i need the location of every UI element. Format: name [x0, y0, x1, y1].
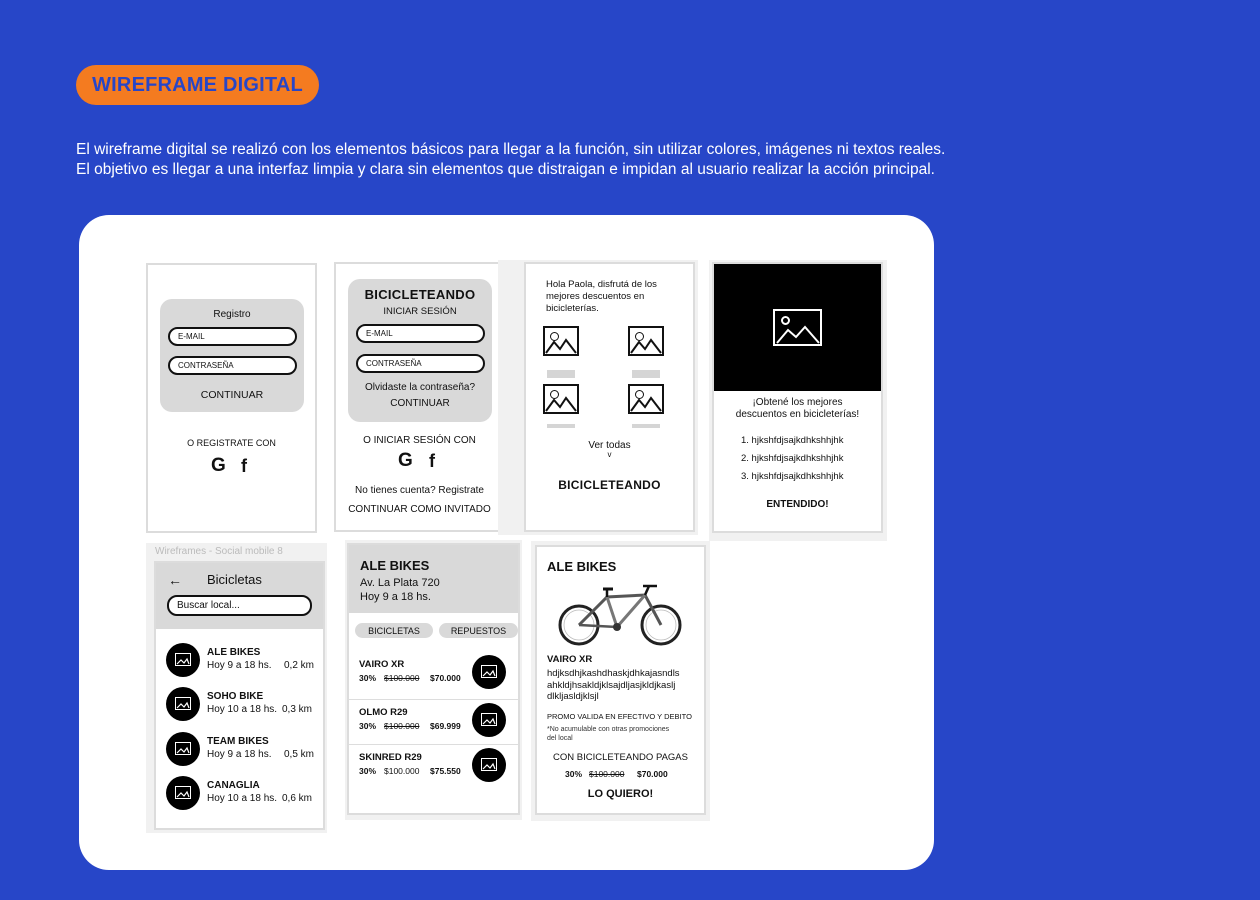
screen-login	[334, 262, 505, 532]
intro-text	[76, 140, 1076, 180]
shop-image-icon	[166, 732, 200, 766]
product-old-price: $100.000	[384, 673, 420, 683]
shop-header	[349, 545, 518, 613]
screen-register	[146, 263, 317, 533]
continue-button[interactable]: CONTINUAR	[200, 389, 264, 401]
screen-shop-detail	[347, 543, 520, 815]
product-row[interactable]	[349, 655, 518, 699]
shop-distance: 0,3 km	[282, 704, 313, 715]
product-row[interactable]	[349, 703, 518, 747]
shop-hours: Hoy 9 a 18 hs.	[207, 749, 272, 760]
old-price: $100.000	[589, 769, 625, 779]
description-line: ahkldjhsakldjklsajdljasjkldjkaslj	[547, 679, 676, 691]
caption-placeholder	[632, 374, 660, 378]
shops-header	[156, 563, 323, 629]
login-subtitle: INICIAR SESIÓN	[383, 306, 457, 317]
tab-repuestos[interactable]: REPUESTOS	[439, 623, 518, 638]
onboarding-headline	[714, 397, 881, 421]
hero-image	[714, 264, 881, 391]
new-price: $70.000	[637, 769, 668, 779]
or-login-label: O INICIAR SESIÓN CON	[363, 435, 476, 446]
login-card	[348, 279, 492, 422]
shop-row[interactable]	[156, 687, 323, 727]
promo-text: PROMO VALIDA EN EFECTIVO Y DEBITO	[547, 712, 692, 721]
intro-line-2: El objetivo es llegar a una interfaz limpia y clara sin elementos que distraigan e impidan al usuario realizar la acción principal.	[76, 161, 935, 178]
screen-onboarding	[712, 262, 883, 533]
brand-footer: BICICLETEANDO	[558, 478, 661, 492]
benefit-item: 2. hjkshfdjsajkdhkshhjhk	[741, 453, 844, 464]
product-old-price: $100.000	[384, 766, 420, 776]
pay-with-label: CON BICICLETEANDO PAGAS	[553, 752, 688, 763]
greeting-line: mejores descuentos en	[546, 291, 645, 302]
chevron-down-icon[interactable]: v	[607, 450, 612, 459]
image-placeholder-icon	[773, 309, 822, 346]
product-new-price: $69.999	[430, 721, 461, 731]
note-line: *No acumulable con otras promociones	[547, 726, 670, 733]
frame-label: Wireframes - Social mobile 8	[155, 546, 283, 557]
screen-product-detail	[535, 545, 706, 815]
discount-label: 30%	[565, 769, 583, 779]
shop-name: ALE BIKES	[207, 647, 261, 658]
shop-hours: Hoy 9 a 18 hs.	[207, 660, 272, 671]
product-name: OLMO R29	[359, 707, 408, 718]
shop-row[interactable]	[156, 732, 323, 772]
register-card	[160, 299, 304, 412]
screen-shops	[154, 561, 325, 830]
note-line: del local	[547, 735, 573, 742]
caption-placeholder	[632, 424, 660, 428]
email-field[interactable]: E-MAIL	[168, 327, 297, 346]
row-divider	[349, 744, 518, 745]
brand-title: BICICLETEANDO	[364, 287, 476, 302]
product-row[interactable]	[349, 748, 518, 792]
benefit-item: 3. hjkshfdjsajkdhkshhjhk	[741, 471, 844, 482]
or-register-label: O REGISTRATE CON	[187, 438, 276, 448]
shop-name: ALE BIKES	[360, 558, 430, 573]
guest-button[interactable]: CONTINUAR COMO INVITADO	[348, 504, 491, 515]
section-pill: WIREFRAME DIGITAL	[76, 65, 319, 105]
register-link[interactable]: No tienes cuenta? Registrate	[355, 485, 484, 496]
facebook-icon[interactable]: f	[429, 451, 435, 471]
product-new-price: $70.000	[430, 673, 461, 683]
greeting	[546, 279, 657, 315]
shop-name: ALE BIKES	[547, 559, 617, 574]
shop-distance: 0,5 km	[284, 749, 315, 760]
image-placeholder-icon[interactable]	[543, 326, 579, 356]
facebook-icon[interactable]: f	[241, 456, 247, 476]
product-description	[547, 668, 680, 703]
google-icon[interactable]: G	[211, 455, 226, 476]
product-discount: 30%	[359, 721, 377, 731]
description-line: hdjksdhjkashdhaskjdhkajasndls	[547, 668, 680, 679]
password-field[interactable]: CONTRASEÑA	[356, 354, 485, 373]
shop-distance: 0,6 km	[282, 793, 313, 804]
shop-distance: 0,2 km	[284, 660, 315, 671]
product-new-price: $75.550	[430, 766, 461, 776]
image-placeholder-icon[interactable]	[543, 384, 579, 414]
email-field[interactable]: E-MAIL	[356, 324, 485, 343]
search-input[interactable]: Buscar local...	[167, 595, 312, 616]
product-discount: 30%	[359, 673, 377, 683]
greeting-line: Hola Paola, disfrutá de los	[546, 279, 657, 290]
headline-line: descuentos en bicicleterías!	[735, 409, 860, 420]
google-icon[interactable]: G	[398, 450, 413, 471]
back-arrow-icon[interactable]: ←	[168, 572, 182, 588]
promo-note	[547, 725, 669, 743]
screen-home	[524, 262, 695, 532]
product-image-icon	[472, 748, 506, 782]
shop-name: SOHO BIKE	[207, 691, 264, 702]
forgot-password-link[interactable]: Olvidaste la contraseña?	[364, 382, 476, 393]
shop-name: CANAGLIA	[207, 780, 260, 791]
greeting-line: bicicleterías.	[546, 303, 599, 314]
product-name: SKINRED R29	[359, 752, 422, 763]
buy-button[interactable]: LO QUIERO!	[587, 788, 654, 800]
product-discount: 30%	[359, 766, 377, 776]
product-image-icon	[472, 655, 506, 689]
caption-placeholder	[547, 374, 575, 378]
product-image-icon	[472, 703, 506, 737]
headline-line: ¡Obtené los mejores	[752, 397, 843, 408]
ok-button[interactable]: ENTENDIDO!	[766, 499, 829, 510]
shop-address: Av. La Plata 720	[360, 577, 440, 589]
continue-button[interactable]: CONTINUAR	[390, 398, 450, 409]
product-old-price: $100.000	[384, 721, 420, 731]
shop-row[interactable]	[156, 776, 323, 816]
shop-image-icon	[166, 776, 200, 810]
caption-placeholder	[547, 424, 575, 428]
description-line: dlkljasldjklsjl	[547, 691, 599, 702]
shop-image-icon	[166, 643, 200, 677]
shop-hours: Hoy 9 a 18 hs.	[360, 591, 431, 603]
shop-hours: Hoy 10 a 18 hs.	[207, 793, 278, 804]
row-divider	[349, 699, 518, 700]
benefit-item: 1. hjkshfdjsajkdhkshhjhk	[741, 435, 844, 446]
bike-image	[549, 581, 693, 647]
product-name: VAIRO XR	[359, 659, 405, 670]
tab-bicicletas[interactable]: BICICLETAS	[355, 623, 433, 638]
product-name: VAIRO XR	[547, 654, 593, 665]
image-placeholder-icon[interactable]	[628, 384, 664, 414]
shop-row[interactable]	[156, 643, 323, 683]
shop-name: TEAM BIKES	[207, 736, 269, 747]
see-all-link[interactable]: Ver todas	[588, 440, 631, 451]
register-title: Registro	[213, 309, 251, 320]
page-title: Bicicletas	[207, 572, 262, 587]
password-field[interactable]: CONTRASEÑA	[168, 356, 297, 375]
wireframe-board	[79, 215, 934, 870]
image-placeholder-icon[interactable]	[628, 326, 664, 356]
shop-hours: Hoy 10 a 18 hs.	[207, 704, 278, 715]
shop-image-icon	[166, 687, 200, 721]
intro-line-1: El wireframe digital se realizó con los elementos básicos para llegar a la función, sin utilizar colores, imágenes ni textos reales.	[76, 141, 946, 158]
